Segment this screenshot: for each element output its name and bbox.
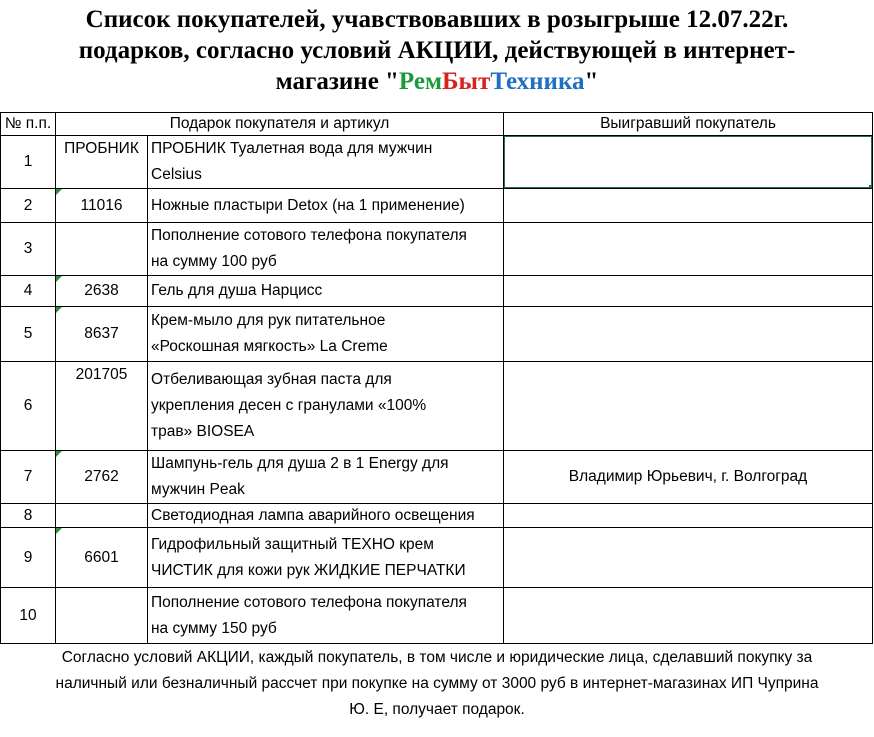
title-line-3-suffix: "	[584, 68, 599, 95]
table-row	[1, 189, 873, 223]
header-winner[interactable]: Выигравший покупатель	[504, 113, 873, 136]
table-row	[1, 451, 873, 504]
conditions-line-1: Согласно условий АКЦИИ, каждый покупатель, в том числе и юридические лица, сделавший покупку за	[61, 649, 813, 666]
row-winner[interactable]	[504, 189, 873, 223]
gift-line: Светодиодная лампа аварийного освещения	[151, 506, 475, 524]
gift-line: мужчин Peak	[151, 481, 245, 498]
row-winner[interactable]	[504, 588, 873, 644]
gift-line: Ножные пластыри Detox (на 1 применение)	[151, 196, 465, 214]
row-gift[interactable]	[148, 362, 504, 451]
row-article[interactable]: 6601	[56, 528, 148, 588]
row-gift[interactable]	[148, 528, 504, 588]
gift-line: Гель для душа Нарцисс	[151, 282, 323, 299]
gift-line: на сумму 150 руб	[151, 619, 277, 637]
conditions-line-2: наличный или безналичный рассчет при покупке на сумму от 3000 руб в интернет-магазинах ИП Чуприна	[55, 675, 819, 692]
row-article[interactable]	[56, 588, 148, 644]
row-winner[interactable]	[504, 223, 873, 276]
row-gift[interactable]	[148, 276, 504, 307]
row-article[interactable]: 201705	[56, 362, 148, 451]
table-row	[1, 504, 873, 528]
row-number[interactable]: 7	[1, 451, 56, 504]
row-gift[interactable]	[148, 189, 504, 223]
title-line-3-prefix: магазине "	[275, 68, 399, 95]
row-winner-selected-cell[interactable]	[504, 136, 873, 189]
row-article[interactable]: 11016	[56, 189, 148, 223]
row-number[interactable]: 4	[1, 276, 56, 307]
row-gift[interactable]	[148, 588, 504, 644]
row-gift[interactable]	[148, 136, 504, 189]
gift-line: укрепления десен с гранулами «100%	[151, 397, 427, 414]
header-gift[interactable]: Подарок покупателя и артикул	[56, 113, 504, 136]
title-line-3	[0, 66, 874, 97]
row-gift[interactable]	[148, 504, 504, 528]
table-row	[1, 307, 873, 362]
row-winner[interactable]	[504, 307, 873, 362]
table-row	[1, 362, 873, 451]
row-winner[interactable]	[504, 504, 873, 528]
row-article[interactable]	[56, 504, 148, 528]
table-row	[1, 276, 873, 307]
row-winner[interactable]: Владимир Юрьевич, г. Волгоград	[504, 451, 873, 504]
gift-line: ПРОБНИК Туалетная вода для мужчин	[151, 140, 433, 157]
row-gift[interactable]	[148, 307, 504, 362]
table-row	[1, 223, 873, 276]
conditions-note	[0, 645, 874, 723]
brand-part-byt: Быт	[442, 68, 491, 95]
row-number[interactable]: 2	[1, 189, 56, 223]
fill-handle[interactable]	[868, 184, 873, 189]
brand-part-tehnika: Техника	[490, 68, 585, 95]
row-number[interactable]: 5	[1, 307, 56, 362]
gift-line: ЧИСТИК для кожи рук ЖИДКИЕ ПЕРЧАТКИ	[151, 561, 466, 579]
page-title	[0, 4, 874, 97]
gift-line: «Роскошная мягкость» La Creme	[151, 338, 388, 355]
row-number[interactable]: 6	[1, 362, 56, 451]
gift-line: на сумму 100 руб	[151, 253, 277, 270]
row-winner[interactable]	[504, 362, 873, 451]
row-article[interactable]: 2638	[56, 276, 148, 307]
row-number[interactable]: 8	[1, 504, 56, 528]
winners-table	[0, 112, 873, 644]
gift-line: Гидрофильный защитный ТЕХНО крем	[151, 535, 434, 553]
row-article[interactable]: ПРОБНИК	[56, 136, 148, 189]
table-header-row	[1, 113, 873, 136]
row-number[interactable]: 10	[1, 588, 56, 644]
row-winner[interactable]	[504, 276, 873, 307]
row-gift[interactable]	[148, 223, 504, 276]
row-gift[interactable]	[148, 451, 504, 504]
row-article[interactable]	[56, 223, 148, 276]
row-number[interactable]: 3	[1, 223, 56, 276]
table-row	[1, 528, 873, 588]
gift-line: Отбеливающая зубная паста для	[151, 371, 392, 388]
brand-part-rem: Рем	[398, 68, 442, 95]
row-article[interactable]: 2762	[56, 451, 148, 504]
gift-line: Пополнение сотового телефона покупателя	[151, 227, 467, 244]
row-article[interactable]: 8637	[56, 307, 148, 362]
row-winner[interactable]	[504, 528, 873, 588]
gift-line: Крем-мыло для рук питательное	[151, 312, 386, 329]
table-row	[1, 136, 873, 189]
row-number[interactable]: 1	[1, 136, 56, 189]
gift-line: Шампунь-гель для душа 2 в 1 Energy для	[151, 455, 449, 472]
title-line-2: подарков, согласно условий АКЦИИ, действующей в интернет-	[78, 37, 796, 64]
gift-line: Celsius	[151, 166, 202, 183]
conditions-line-3: Ю. Е, получает подарок.	[349, 701, 525, 718]
gift-line: трав» BIOSEA	[151, 423, 255, 440]
header-number[interactable]: № п.п.	[1, 113, 56, 136]
table-row	[1, 588, 873, 644]
row-number[interactable]: 9	[1, 528, 56, 588]
title-line-1: Список покупателей, учавствовавших в розыгрыше 12.07.22г.	[85, 6, 789, 33]
gift-line: Пополнение сотового телефона покупателя	[151, 593, 467, 611]
